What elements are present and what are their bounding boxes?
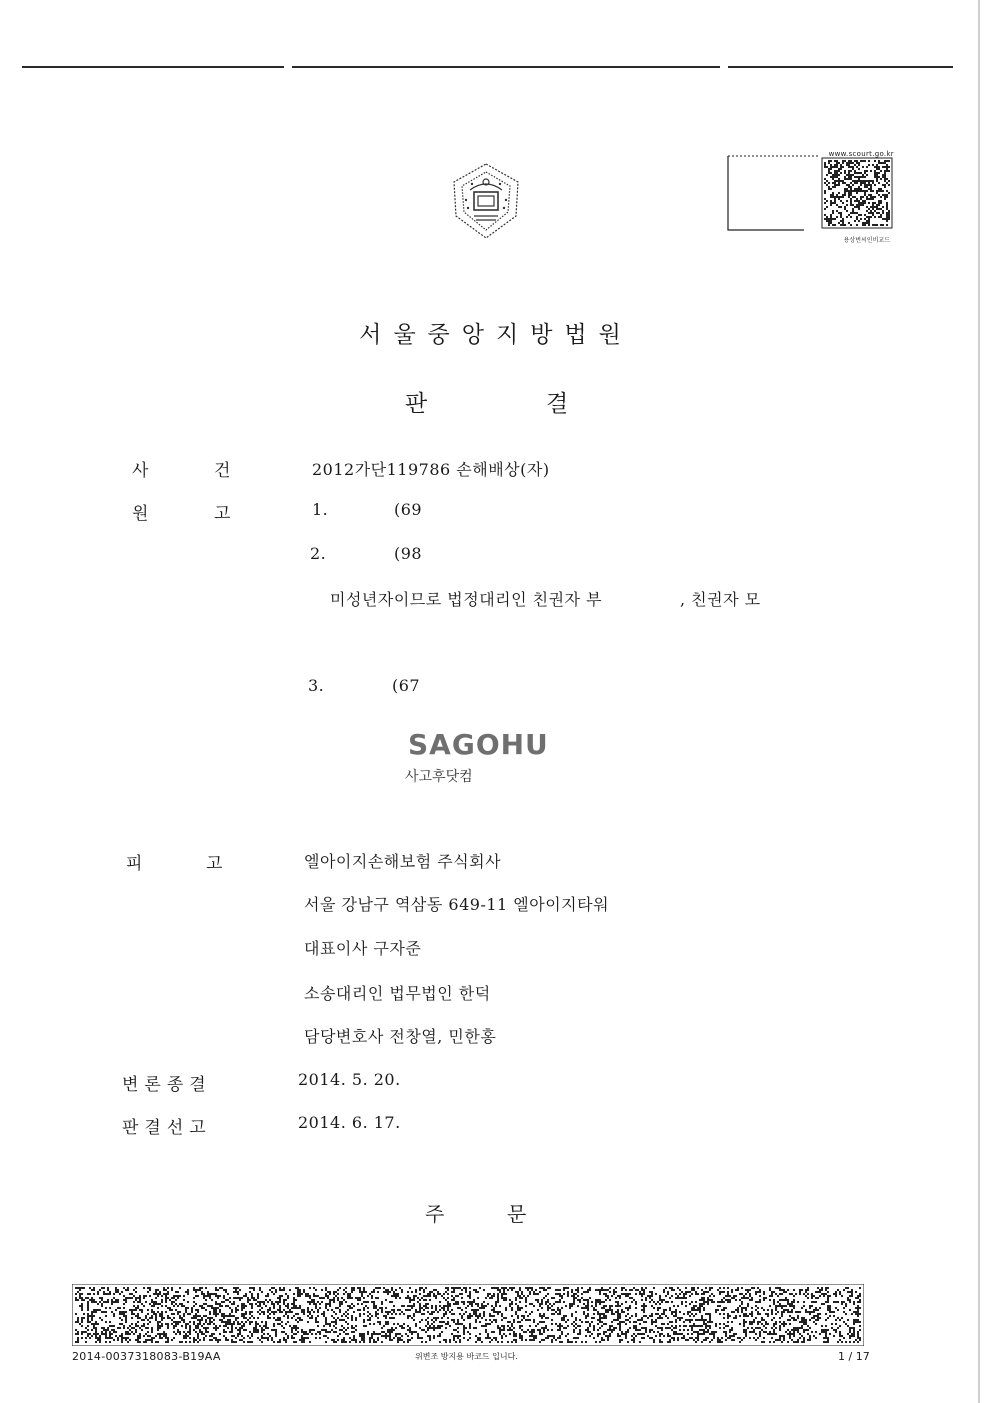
document-id: 2014-0037318083-B19AA — [72, 1350, 221, 1363]
plaintiff-2-code: (98 — [394, 544, 423, 563]
defendant-line: 엘아이지손해보험 주식회사 — [304, 852, 502, 871]
date-value-judgment: 2014. 6. 17. — [298, 1113, 401, 1132]
order-heading-part1: 주 — [425, 1202, 445, 1226]
case-label-part2: 건 — [214, 461, 231, 481]
qr-url-text: www.scourt.go.kr — [828, 150, 894, 158]
judgment-title-part2: 결 — [546, 391, 569, 417]
plaintiff-label-part2: 고 — [214, 504, 231, 524]
scan-edge — [978, 0, 980, 1403]
watermark-brand: SAGOHU — [408, 728, 549, 761]
date-value-closing: 2014. 5. 20. — [298, 1070, 401, 1089]
anti-forgery-barcode — [72, 1284, 864, 1346]
top-rule-1 — [22, 66, 284, 68]
plaintiff-2-number: 2. — [310, 544, 327, 563]
defendant-label-part2: 고 — [206, 854, 223, 874]
defendant-line: 대표이사 구자준 — [304, 939, 422, 958]
date-label-judgment: 판결선고 — [122, 1118, 212, 1138]
order-heading-part2: 문 — [507, 1202, 527, 1226]
guardian-note: 미성년자이므로 법정대리인 친권자 부 — [330, 590, 603, 609]
defendant-line: 서울 강남구 역삼동 649-11 엘아이지타워 — [304, 895, 610, 914]
defendant-label-part1: 피 — [126, 854, 143, 874]
plaintiff-3-code: (67 — [392, 676, 421, 695]
case-label-part1: 사 — [132, 461, 149, 481]
plaintiff-label-part1: 원 — [132, 504, 149, 524]
defendant-line: 담당변호사 전창열, 민한홍 — [304, 1027, 497, 1046]
plaintiff-1-code: (69 — [394, 500, 423, 519]
guardian-note-tail: , 친권자 모 — [680, 590, 761, 609]
qr-caption: 용상번씨인비교드 — [843, 237, 890, 244]
plaintiff-3-number: 3. — [308, 676, 325, 695]
top-rule-2 — [292, 66, 720, 68]
court-name: 서울중앙지방법원 — [359, 322, 633, 348]
case-number: 2012가단119786 손해배상(자) — [312, 460, 550, 479]
watermark-subtext: 사고후닷컴 — [405, 769, 473, 785]
barcode-notice: 위변조 방지용 바코드 입니다. — [415, 1352, 518, 1361]
defendant-line: 소송대리인 법무법인 한덕 — [304, 984, 491, 1003]
page-number: 1 / 17 — [838, 1350, 870, 1363]
top-rule-3 — [728, 66, 953, 68]
plaintiff-1-number: 1. — [312, 500, 329, 519]
court-emblem-icon — [448, 160, 524, 242]
judgment-title-part1: 판 — [405, 391, 428, 417]
date-label-closing: 변론종결 — [122, 1075, 212, 1095]
qr-verification-box — [726, 150, 896, 244]
